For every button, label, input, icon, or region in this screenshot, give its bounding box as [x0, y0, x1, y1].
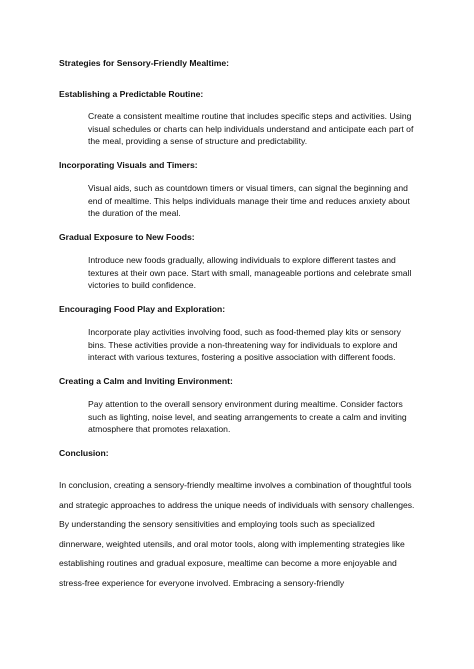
section-heading-visuals-timers: Incorporating Visuals and Timers: — [59, 160, 198, 170]
section-body-routine: Create a consistent mealtime routine that includes specific steps and activities. Using visual schedules or charts can help individuals understand and anticipate each part of the meal, providing a sense of structure and predictability. — [88, 111, 414, 147]
section-heading-calm-environment: Creating a Calm and Inviting Environment: — [59, 376, 233, 386]
document-title: Strategies for Sensory-Friendly Mealtime: — [59, 58, 230, 68]
conclusion-heading: Conclusion: — [59, 448, 109, 458]
section-heading-gradual-exposure: Gradual Exposure to New Foods: — [59, 232, 195, 242]
section-body-gradual-exposure: Introduce new foods gradually, allowing individuals to explore different tastes and textures at their own pace. Start with small, manageable portions and celebrate small victories to build confidence. — [88, 255, 412, 291]
section-body-food-play: Incorporate play activities involving food, such as food-themed play kits or sensory bins. These activities provide a non-threatening way for individuals to explore and interact with various textures, fostering a positive association with different foods. — [88, 327, 401, 363]
conclusion-body: In conclusion, creating a sensory-friendly mealtime involves a combination of thoughtful tools and strategic approaches to address the unique needs of individuals with sensory challenges. By understanding the sensory sensitivities and employing tools such as specialized dinnerware, weighted utensils, and oral motor tools, along with implementing strategies like establishing routines and gradual exposure, mealtime can become a more enjoyable and stress-free experience for everyone involved. Embracing a sensory-friendly — [59, 480, 415, 588]
section-body-calm-environment: Pay attention to the overall sensory environment during mealtime. Consider factors such as lighting, noise level, and seating arrangements to create a calm and inviting atmosphere that promotes relaxation. — [88, 399, 407, 435]
section-heading-food-play: Encouraging Food Play and Exploration: — [59, 304, 226, 314]
section-heading-routine: Establishing a Predictable Routine: — [59, 89, 204, 99]
section-body-visuals-timers: Visual aids, such as countdown timers or visual timers, can signal the beginning and end of mealtime. This helps individuals manage their time and reduces anxiety about the duration of the meal. — [88, 183, 410, 219]
